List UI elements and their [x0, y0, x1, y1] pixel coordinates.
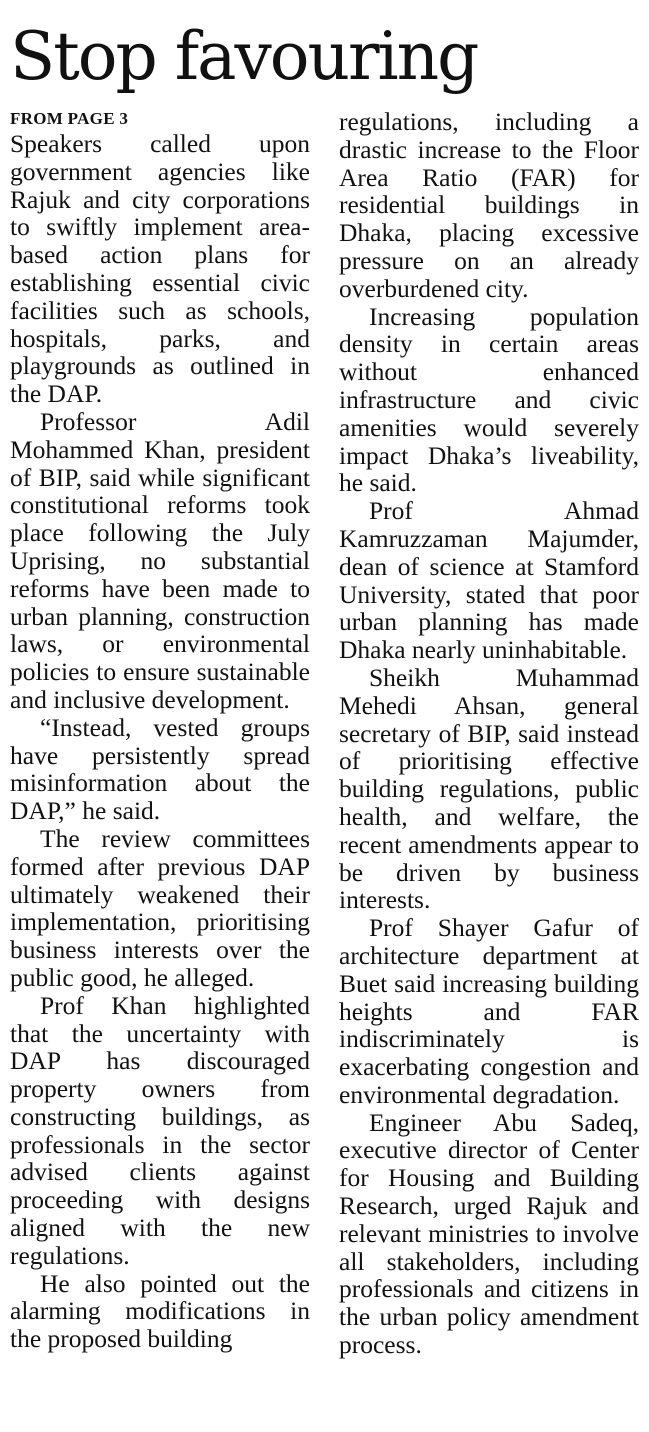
- article-paragraph: Professor Adil Mohammed Khan, president of BIP, said while significant constitutional reforms took place following the July Uprising, no substantial reforms have been made to urban planning, construction laws, or environmental policies to ensure sustainable and inclusive development.: [10, 406, 310, 714]
- article-headline: Stop favouring: [10, 18, 478, 95]
- continuation-kicker: FROM PAGE 3: [10, 109, 129, 128]
- article-paragraph-continued: regulations, including a drastic increase to the Floor Area Ratio (FAR) for residential buildings in Dhaka, placing excessive pressure on an already overburdened city.: [339, 107, 639, 303]
- article-paragraph: Prof Shayer Gafur of architecture department at Buet said increasing building heights and FAR indiscriminately is exacerbating congestion and environmental degradation.: [339, 913, 639, 1109]
- article-paragraph: “Instead, vested groups have persistently spread misinformation about the DAP,” he said.: [10, 712, 310, 826]
- article-paragraph: He also pointed out the alarming modifications in the proposed building: [10, 1268, 310, 1354]
- article-paragraph: Increasing population density in certain areas without enhanced infrastructure and civic amenities would severely impact Dhaka’s liveability, he said.: [339, 301, 639, 498]
- article-paragraph: Sheikh Muhammad Mehedi Ahsan, general secretary of BIP, said instead of prioritising effective building regulations, public health, and welfare, the recent amendments appear to be driven by business interests.: [339, 662, 639, 915]
- article-paragraph: Prof Ahmad Kamruzzaman Majumder, dean of science at Stamford University, stated that poor urban planning has made Dhaka nearly uninhabitable.: [339, 496, 639, 665]
- article-paragraph: Prof Khan highlighted that the uncertainty with DAP has discouraged property owners from constructing buildings, as professionals in the sector advised clients against proceeding with designs aligned with the new regulations.: [10, 990, 310, 1270]
- article-paragraph: The review committees formed after previous DAP ultimately weakened their implementation, prioritising business interests over the public good, he alleged.: [10, 823, 310, 992]
- article-column-right: [339, 108, 639, 1359]
- article-column-left: [10, 108, 310, 1353]
- article-paragraph: Speakers called upon government agencies like Rajuk and city corporations to swiftly implement area-based action plans for establishing essential civic facilities such as schools, hospitals, parks, and playgrounds as outlined in the DAP.: [10, 129, 310, 409]
- article-paragraph: Engineer Abu Sadeq, executive director of Center for Housing and Building Research, urged Rajuk and relevant ministries to involve all stakeholders, including professionals and citizens in the urban policy amendment process.: [339, 1107, 639, 1360]
